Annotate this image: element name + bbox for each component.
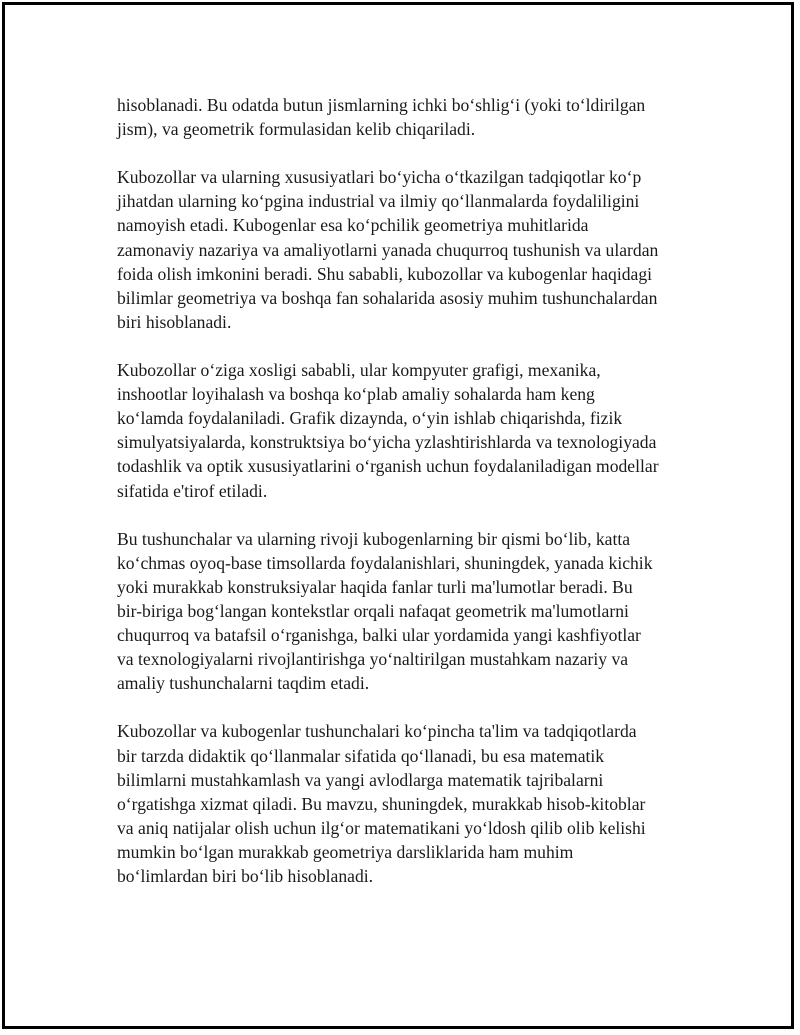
text-line: hisoblanadi. Bu odatda butun jismlarning ichki bo‘shlig‘i (yoki to‘ldirilgan (117, 95, 646, 115)
text-line: va texnologiyalarni rivojlantirishga yo‘naltirilgan mustahkam nazariy va (117, 649, 629, 670)
text-line: chuqurroq va batafsil o‘rganishga, balki ular yordamida yangi kashfiyotlar (117, 625, 641, 646)
text-line: foida olish imkonini beradi. Shu sababli, kubozollar va kubogenlar haqidagi (117, 263, 653, 284)
text-line: ko‘lamda foydalaniladi. Grafik dizaynda, o‘yin ishlab chiqarishda, fizik (117, 408, 623, 429)
text-line: bir-biriga bog‘langan kontekstlar orqali nafaqat geometrik ma'lumotlarni (117, 600, 629, 621)
text-line: yoki murakkab konstruksiyalar haqida fanlar turli ma'lumotlar beradi. Bu (117, 576, 633, 597)
text-line: va aniq natijalar olish uchun ilg‘or matematikani yo‘ldosh qilib olib kelishi (117, 817, 646, 838)
text-line: jihatdan ularning ko‘pgina industrial va ilmiy qo‘llanmalarda foydaliligini (117, 191, 640, 212)
text-line: amaliy tushunchalarni taqdim etadi. (117, 673, 370, 694)
text-line: mumkin bo‘lgan murakkab geometriya darsliklarida ham muhim (117, 841, 574, 862)
text-line: Bu tushunchalar va ularning rivoji kubogenlarning bir qismi bo‘lib, katta (117, 528, 631, 549)
text-line: namoyish etadi. Kubogenlar esa ko‘pchilik geometriya muhitlarida (117, 215, 589, 236)
document-body (117, 93, 707, 888)
text-line: zamonaviy nazariya va amaliyotlarni yanada chuqurroq tushunish va ulardan (117, 239, 659, 260)
paragraph-5 (117, 719, 707, 888)
text-line: sifatida e'tirof etiladi. (117, 480, 268, 501)
paragraph-4 (117, 527, 707, 696)
text-line: Kubozollar o‘ziga xosligi sababli, ular kompyuter grafigi, mexanika, (117, 360, 601, 381)
text-line: bo‘limlardan biri bo‘lib hisoblanadi. (117, 866, 374, 886)
text-line: biri hisoblanadi. (117, 311, 232, 332)
text-line: todashlik va optik xususiyatlarini o‘rganish uchun foydalaniladigan modellar (117, 456, 659, 477)
paragraph-3 (117, 358, 707, 503)
paragraph-1 (117, 93, 707, 141)
text-line: Kubozollar va kubogenlar tushunchalari ko‘pincha ta'lim va tadqiqotlarda (117, 721, 637, 742)
text-line: o‘rgatishga xizmat qiladi. Bu mavzu, shuningdek, murakkab hisob-kitoblar (117, 793, 646, 814)
paragraph-2 (117, 165, 707, 334)
text-line: ko‘chmas oyoq-base timsollarda foydalanishlari, shuningdek, yanada kichik (117, 552, 653, 573)
text-line: simulyatsiyalarda, konstruktsiya bo‘yicha yzlashtirishlarda va texnologiyada (117, 432, 657, 453)
text-line: bir tarzda didaktik qo‘llanmalar sifatida qo‘llanadi, bu esa matematik (117, 745, 605, 766)
text-line: jism), va geometrik formulasidan kelib chiqariladi. (117, 119, 476, 140)
text-line: Kubozollar va ularning xususiyatlari bo‘yicha o‘tkazilgan tadqiqotlar ko‘p (117, 167, 642, 188)
text-line: bilimlarni mustahkamlash va yangi avlodlarga matematik tajribalarni (117, 769, 604, 790)
text-line: bilimlar geometriya va boshqa fan sohalarida asosiy muhim tushunchalardan (117, 287, 658, 308)
text-line: inshootlar loyihalash va boshqa ko‘plab amaliy sohalarda ham keng (117, 384, 595, 405)
